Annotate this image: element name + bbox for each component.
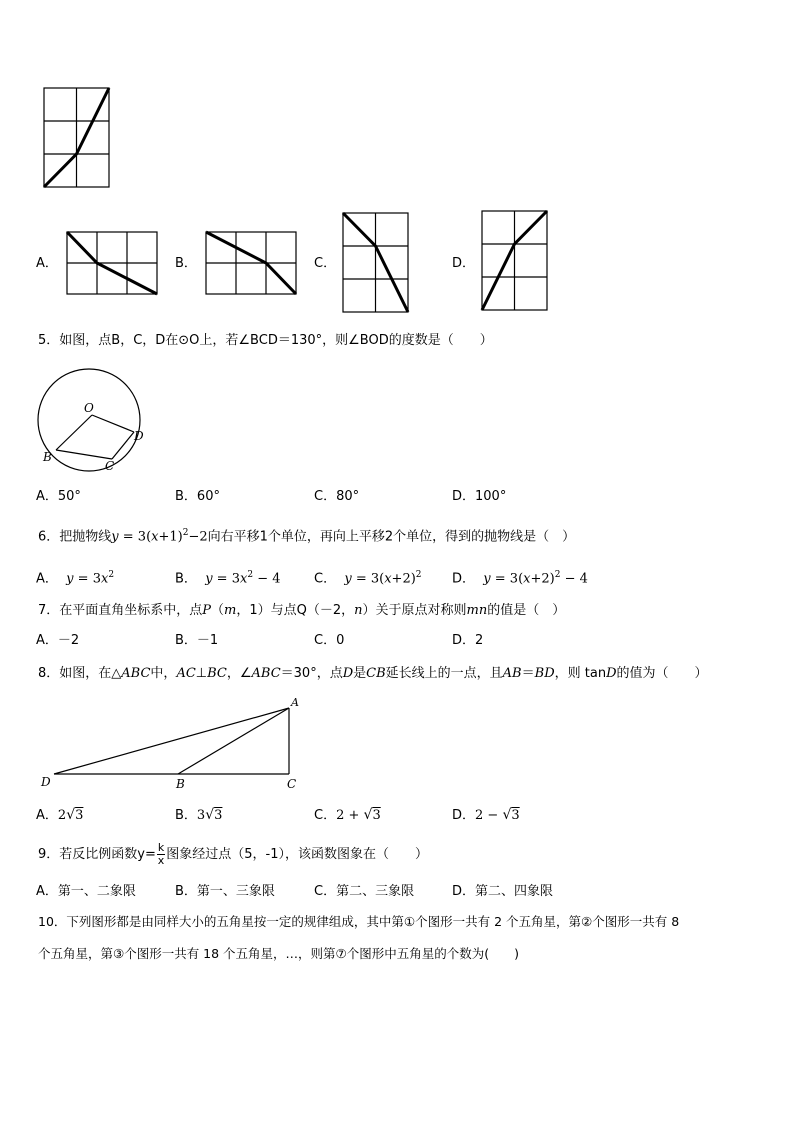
q9-option-b: B．第一、三象限	[175, 884, 275, 899]
q5-label-c: C	[105, 459, 115, 473]
q8-option-b: B．3√3	[175, 807, 223, 823]
q10-line2: 个五角星，第③个图形一共有 18 个五角星，…，则第⑦个图形中五角星的个数为( )	[38, 946, 520, 961]
q7-option-b: B．－1	[175, 633, 219, 648]
q8-label-c: C	[287, 777, 297, 791]
q5-option-c: C．80°	[314, 489, 360, 504]
q7-option-d: D．2	[452, 633, 484, 648]
q8-option-d: D．2 − √3	[452, 807, 520, 823]
q9-stem: 9．若反比例函数y= $\frac{k}{x}$ 图象经过点（5，-1），该函数图象在（ ）	[38, 841, 428, 867]
q6-option-a: A． $y = 3x^2$	[36, 570, 115, 587]
q5-label-o: O	[84, 401, 94, 415]
q9-option-c: C．第二、三象限	[314, 884, 415, 899]
q6-stem-before: 6．把抛物线	[38, 529, 112, 545]
q8-label-a: A	[291, 696, 299, 709]
q4-option-c-letter: C．	[314, 256, 337, 271]
q7-option-c: C．0	[314, 633, 345, 648]
q8-label-b: B	[176, 777, 185, 791]
q9-option-a: A．第一、二象限	[36, 884, 136, 899]
q10-line1: 10．下列图形都是由同样大小的五角星按一定的规律组成，其中第①个图形一共有 2 个五角星，第②个图形一共有 8	[38, 914, 680, 929]
q5-label-d: D	[134, 429, 144, 443]
q9-option-d: D．第二、四象限	[452, 884, 554, 899]
q5-label-b: B	[43, 450, 52, 464]
q6-stem-after: 向右平移1个单位，再向上平移2个单位，得到的抛物线是（ ）	[207, 529, 576, 545]
q8-label-d: D	[41, 775, 51, 789]
q8-segment-ba	[178, 708, 289, 774]
q6-option-c: C． $y = 3(x+2)^2$	[314, 570, 422, 587]
q8-segment-da	[54, 708, 289, 774]
q5-option-d: D．100°	[452, 489, 507, 504]
q7-stem: 7．在平面直角坐标系中，点P（m，1）与点Q（－2，n）关于原点对称则mn的值是（ ）	[38, 603, 566, 618]
q8-option-a: A．2√3	[36, 807, 84, 823]
q8-option-c: C．2 + √3	[314, 807, 381, 823]
q4-option-b-letter: B．	[175, 256, 197, 271]
q7-option-a: A．－2	[36, 633, 80, 648]
q4-option-a-letter: A．	[36, 256, 58, 271]
q4-option-d-letter: D．	[452, 256, 476, 271]
q9-fraction: $\frac{k}{x}$	[157, 841, 165, 867]
q6-option-d: D． $y = 3(x+2)^2 - 4$	[452, 570, 588, 587]
q8-stem: 8．如图，在△ABC中，AC⊥BC，∠ABC＝30°，点D是CB延长线上的一点，且AB＝BD，则 tanD的值为（ ）	[38, 666, 708, 681]
q5-stem: 5．如图，点B，C，D在⊙O上，若∠BCD＝130°，则∠BOD的度数是（ ）	[38, 333, 493, 348]
q5-option-a: A．50°	[36, 489, 81, 504]
q6-stem: 6．把抛物线$y = 3(x+1)^2-2$向右平移1个单位，再向上平移2个单位，得到的抛物线是（ ）	[38, 528, 576, 545]
q6-option-b: B． $y = 3x^2 - 4$	[175, 570, 281, 587]
q5-option-b: B．60°	[175, 489, 220, 504]
q6-original-parabola: y	[111, 529, 119, 545]
